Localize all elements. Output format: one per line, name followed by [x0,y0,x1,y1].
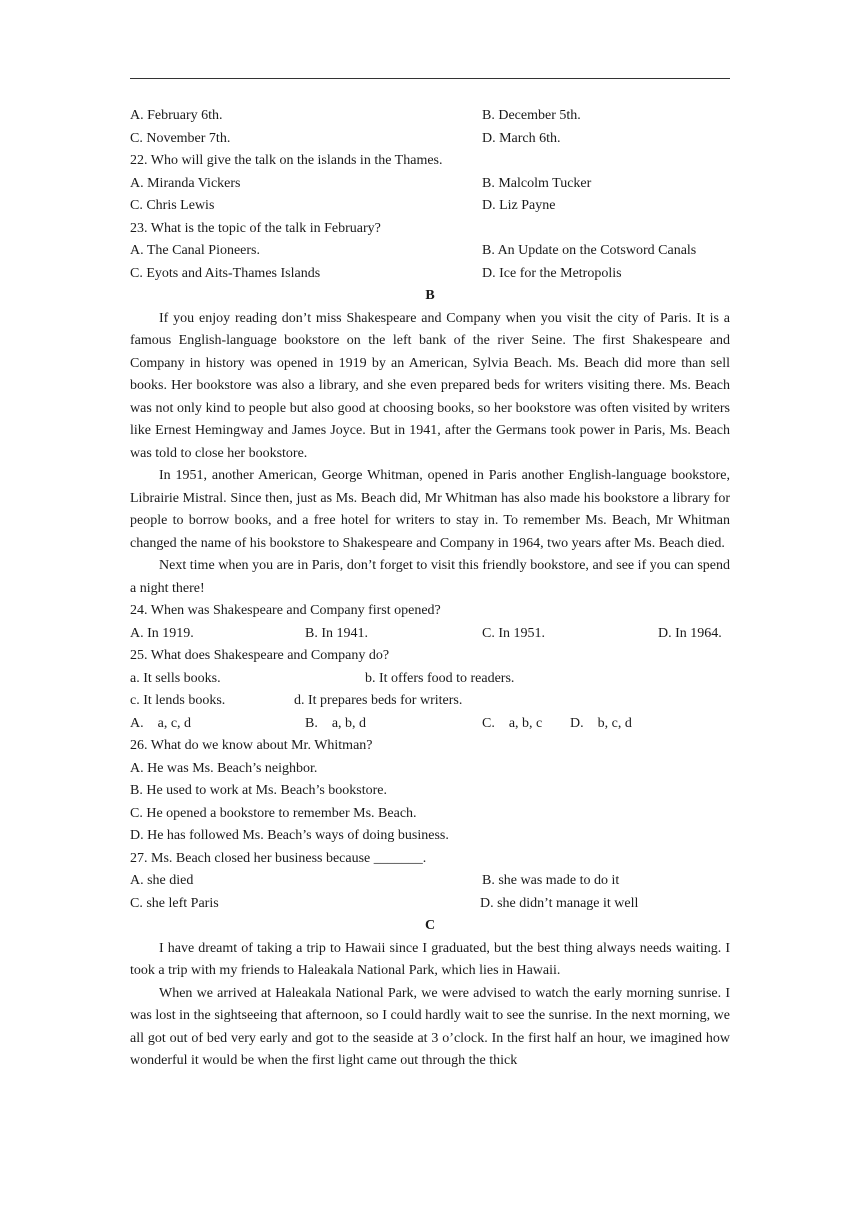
section-b-paragraph: In 1951, another American, George Whitman, opened in Paris another English-language bookstore, Librairie Mistral. Since then, just as Ms. Beach did, Mr Whitman has also made his bookstore a library for people to borrow books, and a free hotel for writers to stay in. To remember Ms. Beach, Mr Whitman changed the name of his bookstore to Shakespeare and Company in 1964, two years after Ms. Beach died. [130,468,730,551]
q23-options-row-1 [130,240,730,263]
q26-stem: 26. What do we know about Mr. Whitman? [130,738,373,753]
q23-option-a: A. The Canal Pioneers. [130,243,260,258]
q22-option-a: A. Miranda Vickers [130,175,241,191]
q26-option-c: C. He opened a bookstore to remember Ms. Beach. [130,805,417,821]
q23-option-d: D. Ice for the Metropolis [482,265,622,281]
q21-option-c: C. November 7th. [130,130,231,146]
exam-page [130,105,730,1073]
q24-option-b: B. In 1941. [305,625,368,641]
q23-stem: 23. What is the topic of the talk in February? [130,220,381,236]
q24-options-row [130,623,730,646]
q25-statement-d: d. It prepares beds for writers. [294,693,463,708]
q25-stem: 25. What does Shakespeare and Company do? [130,648,390,663]
section-b-paragraph: If you enjoy reading don’t miss Shakespeare and Company when you visit the city of Paris. It is a famous English-language bookstore on the left bank of the river Seine. The first Shakespeare and Company in history was opened in 1919 by an American, Sylvia Beach. Ms. Beach did more than sell books. Her bookstore was also a library, and she even prepared beds for writers visiting there. Ms. Beach was not only kind to people but also good at choosing books, so her bookstore was often visited by writers like Ernest Hemingway and James Joyce. But in 1941, after the Germans took power in Paris, Ms. Beach was told to close her bookstore. [130,310,730,461]
header-rule [130,78,730,79]
q23-options-row-2 [130,263,730,286]
q27-options-row-1 [130,870,730,893]
q25-statements-row-1 [130,668,730,691]
q25-statement-b: b. It offers food to readers. [365,670,515,686]
q24-option-c: C. In 1951. [482,625,545,641]
q24-stem: 24. When was Shakespeare and Company first opened? [130,603,441,618]
q22-option-c: C. Chris Lewis [130,198,215,213]
q27-option-a: A. she died [130,873,194,888]
section-b-heading: B [425,288,435,303]
q27-options-row-2 [130,893,730,916]
q21-option-a: A. February 6th. [130,108,223,123]
q25-statements-row-2 [130,690,730,713]
q26-option-b: B. He used to work at Ms. Beach’s bookstore. [130,783,388,798]
q21-option-d: D. March 6th. [482,130,561,146]
section-c-paragraph: I have dreamt of taking a trip to Hawaii since I graduated, but the best thing always needs waiting. I took a trip with my friends to Haleakala National Park, which lies in Hawaii. [130,940,730,978]
q24-option-d: D. In 1964. [658,625,722,641]
q26-option-a: A. He was Ms. Beach’s neighbor. [130,760,318,776]
q25-option-b: B. a, b, d [305,715,367,731]
q26-option-d: D. He has followed Ms. Beach’s ways of doing business. [130,828,449,843]
q25-option-a: A. a, c, d [130,715,192,731]
q21-options-row-2 [130,128,730,151]
section-c-paragraph: When we arrived at Haleakala National Park, we were advised to watch the early morning sunrise. I was lost in the sightseeing that afternoon, so I could hardly wait to see the sunrise. In the next morning, we all got out of bed very early and got to the seaside at 3 o’clock. In the first half an hour, we imagined how wonderful it would be when the first light came out through the thick [130,985,730,1068]
q23-option-b: B. An Update on the Cotsword Canals [482,243,697,258]
q22-stem: 22. Who will give the talk on the islands in the Thames. [130,153,443,168]
q21-options-row-1 [130,105,730,128]
q27-option-b: B. she was made to do it [482,873,620,888]
section-b-paragraph: Next time when you are in Paris, don’t forget to visit this friendly bookstore, and see if you can spend a night there! [130,558,730,596]
q25-option-d: D. b, c, d [570,715,632,731]
q23-option-c: C. Eyots and Aits-Thames Islands [130,265,321,281]
q25-statement-c: c. It lends books. [130,693,226,708]
q27-option-c: C. she left Paris [130,895,219,911]
q22-options-row-2 [130,195,730,218]
q22-options-row-1 [130,173,730,196]
section-c-heading: C [424,918,436,933]
q21-option-b: B. December 5th. [482,108,581,123]
q24-option-a: A. In 1919. [130,625,194,641]
q25-options-row [130,713,730,736]
q25-statement-a: a. It sells books. [130,670,221,686]
q27-option-d: D. she didn’t manage it well [480,895,639,911]
q22-option-d: D. Liz Payne [482,198,556,213]
q22-option-b: B. Malcolm Tucker [482,175,592,191]
q25-option-c: C. a, b, c [482,715,543,731]
q27-stem: 27. Ms. Beach closed her business because _______. [130,850,427,866]
